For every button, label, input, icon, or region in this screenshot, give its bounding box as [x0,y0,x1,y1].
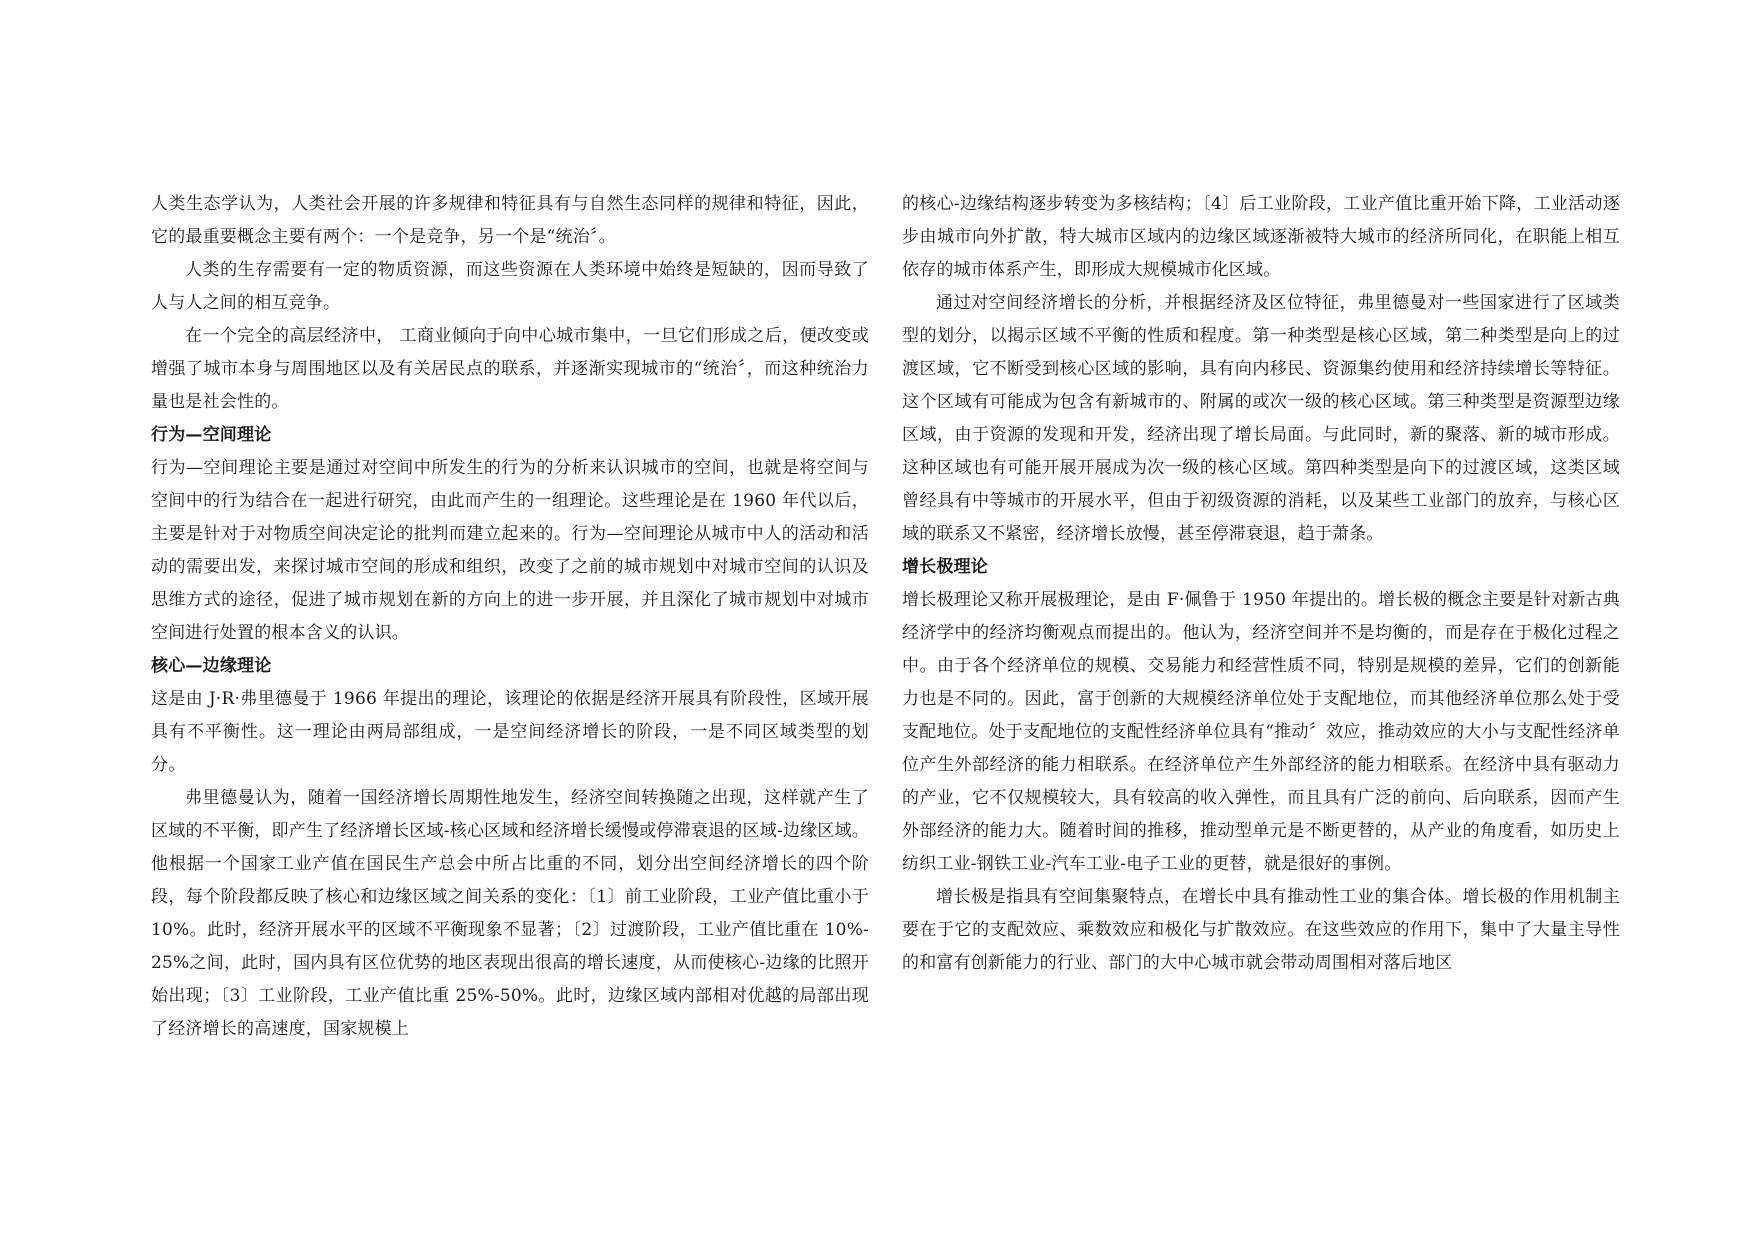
paragraph-friedmann-stages: 弗里德曼认为，随着一国经济增长周期性地发生，经济空间转换随之出现，这样就产生了区域的不平衡，即产生了经济增长区域-核心区域和经济增长缓慢或停滞衰退的区域-边缘区域。他根据一个国家工业产值在国民生产总会中所占比重的不同，划分出空间经济增长的四个阶段，每个阶段都反映了核心和边缘区域之间关系的变化：〔1〕前工业阶段，工业产值比重小于 10%。此时，经济开展水平的区域不平衡现象不显著；〔2〕过渡阶段，工业产值比重在 10%-25%之间，此时，国内具有区位优势的地区表现出很高的增长速度，从而使核心-边缘的比照开始出现；〔3〕工业阶段，工业产值比重 25%-50%。此时，边缘区域内部相对优越的局部出现了经济增长的高速度，国家规模上 [151,788,869,1039]
paragraph-behavior-space: 行为—空间理论主要是通过对空间中所发生的行为的分析来认识城市的空间，也就是将空间与空间中的行为结合在一起进行研究，由此而产生的一组理论。这些理论是在 1960 年代以后，主要是针对于对物质空间决定论的批判而建立起来的。行为—空间理论从城市中人的活动和活动的需要出发，来探讨城市空间的形成和组织，改变了之前的城市规划中对城市空间的认识及思维方式的途径，促进了城市规划在新的方向上的进一步开展，并且深化了城市规划中对城市空间进行处置的根本含义的认识。 [151,458,869,643]
left-column [151,188,869,1046]
paragraph-human-ecology: 人类生态学认为，人类社会开展的许多规律和特征具有与自然生态同样的规律和特征，因此，它的最重要概念主要有两个：一个是竞争，另一个是“统治〞。 [151,194,869,247]
right-column [902,188,1620,980]
heading-core-periphery-theory: 核心—边缘理论 [151,656,272,676]
paragraph-growth-pole-intro: 增长极理论又称开展极理论，是由 F·佩鲁于 1950 年提出的。增长极的概念主要是针对新古典经济学中的经济均衡观点而提出的。他认为，经济空间并不是均衡的，而是存在于极化过程之中。由于各个经济单位的规模、交易能力和经营性质不同，特别是规模的差异，它们的创新能力也是不同的。因此，富于创新的大规模经济单位处于支配地位，而其他经济单位那么处于受支配地位。处于支配地位的支配性经济单位具有“推动〞效应，推动效应的大小与支配性经济单位产生外部经济的能力相联系。在经济单位产生外部经济的能力相联系。在经济中具有驱动力的产业，它不仅规模较大，具有较高的收入弹性，而且具有广泛的前向、后向联系，因而产生外部经济的能力大。随着时间的推移，推动型单元是不断更替的，从产业的角度看，如历史上纺织工业-钢铁工业-汽车工业-电子工业的更替，就是很好的事例。 [902,590,1620,874]
paragraph-core-periphery-intro: 这是由 J·R·弗里德曼于 1966 年提出的理论，该理论的依据是经济开展具有阶段性，区域开展具有不平衡性。这一理论由两局部组成，一是空间经济增长的阶段，一是不同区域类型的划分。 [151,689,869,775]
heading-growth-pole-theory: 增长极理论 [902,557,988,577]
paragraph-region-types: 通过对空间经济增长的分析，并根据经济及区位特征，弗里德曼对一些国家进行了区域类型的划分，以揭示区域不平衡的性质和程度。第一种类型是核心区域，第二种类型是向上的过渡区域，它不断受到核心区域的影响，具有向内移民、资源集约使用和经济持续增长等特征。这个区域有可能成为包含有新城市的、附属的或次一级的核心区域。第三种类型是资源型边缘区域，由于资源的发现和开发，经济出现了增长局面。与此同时，新的聚落、新的城市形成。这种区域也有可能开展开展成为次一级的核心区域。第四种类型是向下的过渡区域，这类区域曾经具有中等城市的开展水平，但由于初级资源的消耗，以及某些工业部门的放弃，与核心区域的联系又不紧密，经济增长放慢，甚至停滞衰退，趋于萧条。 [902,293,1620,544]
heading-behavior-space-theory: 行为—空间理论 [151,425,272,445]
paragraph-multi-core-structure: 的核心-边缘结构逐步转变为多核结构；〔4〕后工业阶段，工业产值比重开始下降，工业活动逐步由城市向外扩散，特大城市区域内的边缘区域逐渐被特大城市的经济所同化，在职能上相互依存的城市体系产生，即形成大规模城市化区域。 [902,194,1620,280]
paragraph-city-dominance: 在一个完全的高层经济中， 工商业倾向于向中心城市集中，一旦它们形成之后，便改变或增强了城市本身与周围地区以及有关居民点的联系，并逐渐实现城市的“统治〞，而这种统治力量也是社会性的。 [151,326,869,412]
paragraph-growth-pole-mechanism: 增长极是指具有空间集聚特点，在增长中具有推动性工业的集合体。增长极的作用机制主要在于它的支配效应、乘数效应和极化与扩散效应。在这些效应的作用下，集中了大量主导性的和富有创新能力的行业、部门的大中心城市就会带动周围相对落后地区 [902,887,1620,973]
paragraph-resource-competition: 人类的生存需要有一定的物质资源，而这些资源在人类环境中始终是短缺的，因而导致了人与人之间的相互竞争。 [151,260,869,313]
